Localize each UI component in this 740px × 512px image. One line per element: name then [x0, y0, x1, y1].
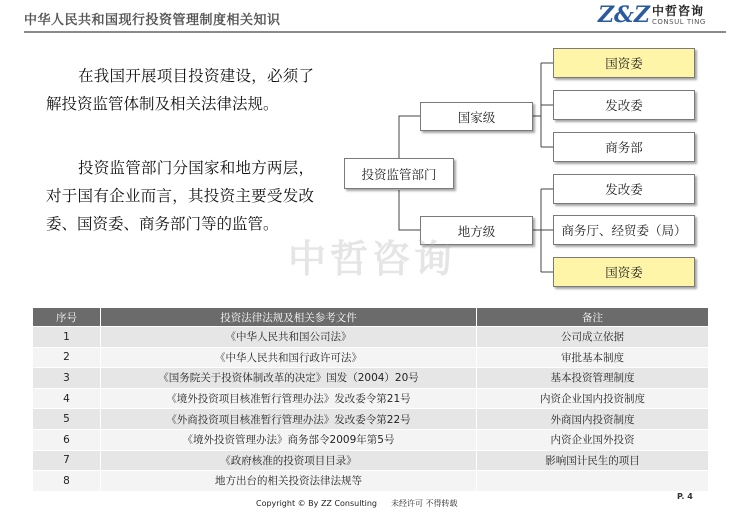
cell-doc: 《外商投资项目核准暂行管理办法》发改委令第22号: [101, 409, 477, 430]
cell-note: 审批基本制度: [477, 347, 709, 368]
node-national: 国家级: [420, 102, 533, 131]
table-header-row: [33, 308, 709, 327]
cell-doc: 《中华人民共和国公司法》: [101, 327, 477, 348]
cell-no: 6: [33, 429, 101, 450]
logo-name: 中哲咨询: [652, 4, 705, 18]
node-local-child-1: 发改委: [553, 174, 695, 204]
cell-doc: 地方出台的相关投资法律法规等: [101, 471, 477, 492]
node-root: 投资监管部门: [344, 158, 454, 189]
connector-root-national: [399, 116, 420, 158]
intro-paragraph-1: 在我国开展项目投资建设，必须了解投资监管体制及相关法律法规。: [46, 67, 314, 113]
header-no: 序号: [33, 308, 101, 327]
node-local-child-3: 国资委: [553, 257, 695, 287]
cell-note: 基本投资管理制度: [477, 368, 709, 389]
footer: [256, 498, 458, 509]
law-table: [32, 307, 709, 492]
cell-note: 内资企业国内投资制度: [477, 388, 709, 409]
cell-note: [477, 471, 709, 492]
connector-root-local: [399, 190, 420, 230]
cell-no: 1: [33, 327, 101, 348]
intro-paragraph-2: 投资监管部门分国家和地方两层，对于国有企业而言，其投资主要受发改委、国资委、商务部门等的监管。: [46, 159, 314, 233]
cell-doc: 《境外投资项目核准暂行管理办法》发改委令第21号: [101, 388, 477, 409]
node-local-child-2: 商务厅、经贸委（局）: [553, 215, 695, 245]
cell-no: 5: [33, 409, 101, 430]
cell-no: 7: [33, 450, 101, 471]
cell-doc: 《国务院关于投资体制改革的决定》国发（2004）20号: [101, 368, 477, 389]
page-title: 中华人民共和国现行投资管理制度相关知识: [24, 13, 281, 28]
reprint-notice: 未经许可 不得转载: [390, 499, 458, 508]
cell-no: 2: [33, 347, 101, 368]
copyright-text: Copyright © By ZZ Consulting: [256, 499, 377, 508]
table-row: [33, 388, 709, 409]
node-national-child-2: 发改委: [553, 90, 695, 120]
cell-note: 影响国计民生的项目: [477, 450, 709, 471]
cell-note: 公司成立依据: [477, 327, 709, 348]
table-row: [33, 347, 709, 368]
table-row: [33, 368, 709, 389]
cell-note: 内资企业国外投资: [477, 429, 709, 450]
header-note: 备注: [477, 308, 709, 327]
cell-doc: 《境外投资管理办法》商务部令2009年第5号: [101, 429, 477, 450]
cell-no: 4: [33, 388, 101, 409]
table-row: [33, 429, 709, 450]
watermark: 中哲咨询: [288, 236, 457, 281]
header-doc: 投资法律法规及相关参考文件: [101, 308, 477, 327]
page-number: P. 4: [677, 492, 693, 501]
cell-doc: 《政府核准的投资项目目录》: [101, 450, 477, 471]
table-row: [33, 327, 709, 348]
table-row: [33, 450, 709, 471]
cell-no: 3: [33, 368, 101, 389]
logo-mark: Z&Z: [598, 2, 650, 28]
cell-note: 外商国内投资制度: [477, 409, 709, 430]
cell-doc: 《中华人民共和国行政许可法》: [101, 347, 477, 368]
cell-no: 8: [33, 471, 101, 492]
table-row: [33, 471, 709, 492]
node-local: 地方级: [420, 216, 533, 245]
logo-subtitle: CONSUL TING: [652, 18, 706, 26]
node-national-child-1: 国资委: [553, 48, 695, 78]
node-national-child-3: 商务部: [553, 132, 695, 162]
table-row: [33, 409, 709, 430]
